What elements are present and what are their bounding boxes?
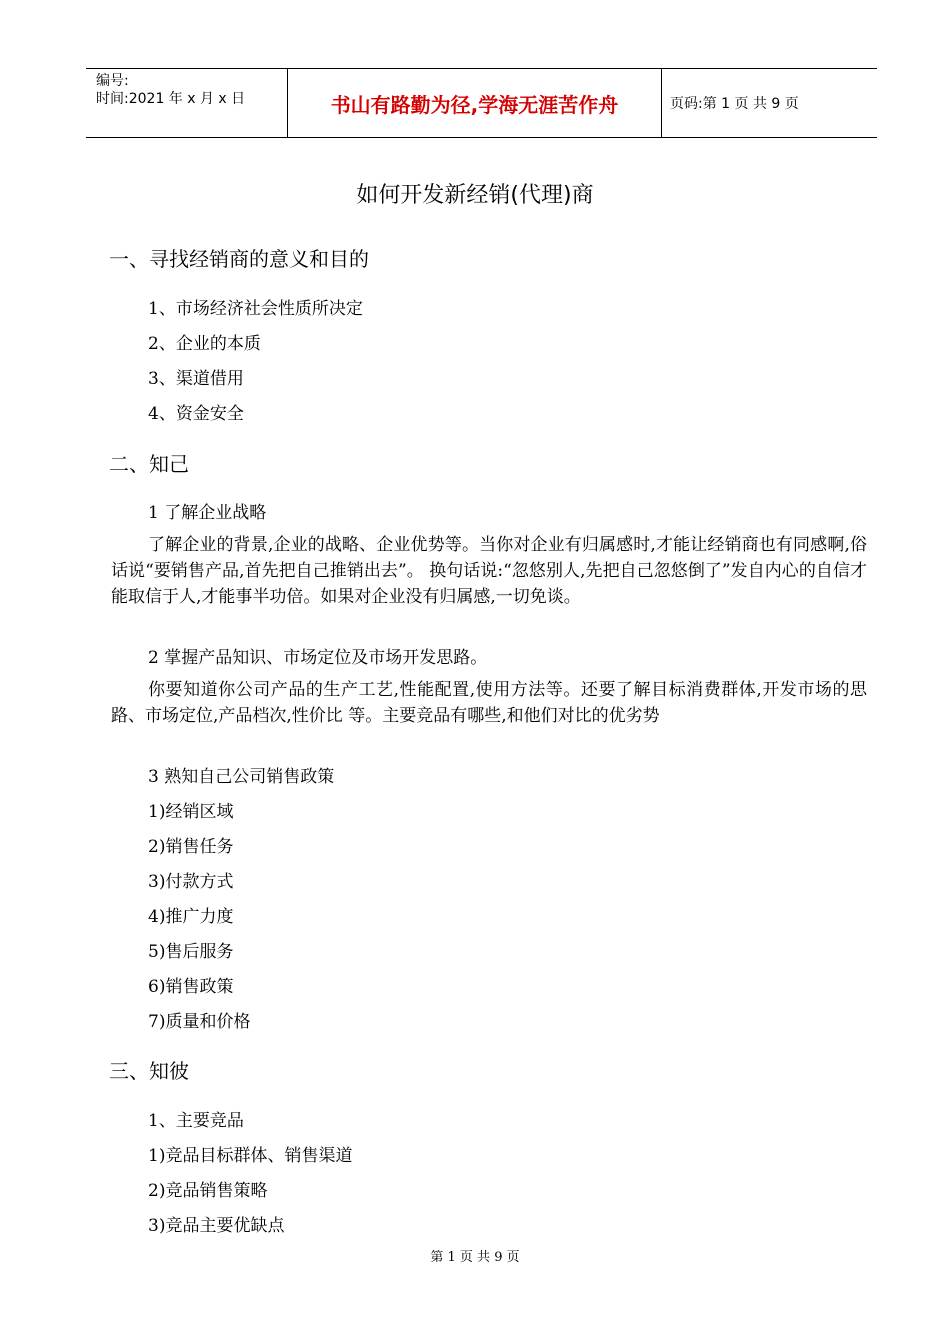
list-item: 3)竞品主要优缺点: [148, 1216, 285, 1236]
section-heading-1: 一、寻找经销商的意义和目的: [109, 247, 369, 271]
document-number-label: 编号:: [96, 73, 129, 89]
list-item: 1)竞品目标群体、销售渠道: [148, 1146, 353, 1166]
list-item: 1、主要竞品: [148, 1111, 244, 1131]
list-item: 1、市场经济社会性质所决定: [148, 299, 363, 319]
list-item: 3、渠道借用: [148, 369, 244, 389]
subheading: 1 了解企业战略: [148, 503, 267, 523]
list-item: 5)售后服务: [148, 942, 234, 962]
paragraph: 你要知道你公司产品的生产工艺,性能配置,使用方法等。还要了解目标消费群体,开发市场的思路、市场定位,产品档次,性价比 等。主要竞品有哪些,和他们对比的优劣势: [111, 680, 867, 726]
header-motto: 书山有路勤为径,学海无涯苦作舟: [288, 69, 662, 137]
document-title: 如何开发新经销(代理)商: [356, 183, 594, 208]
list-item: 6)销售政策: [148, 977, 234, 997]
page-header: [86, 68, 877, 138]
list-item: 4)推广力度: [148, 907, 234, 927]
list-item: 4、资金安全: [148, 404, 244, 424]
paragraph: 了解企业的背景,企业的战略、企业优势等。当你对企业有归属感时,才能让经销商也有同感啊,俗话说“要销售产品,首先把自己推销出去”。 换句话说:“忽悠别人,先把自己忽悠倒了”发自内心的自信才能取信于人,才能事半功倍。如果对企业没有归属感,一切免谈。: [111, 535, 867, 607]
list-item: 3)付款方式: [148, 872, 234, 892]
section-heading-2: 二、知己: [109, 452, 189, 476]
list-item: 7)质量和价格: [148, 1012, 251, 1032]
subheading: 2 掌握产品知识、市场定位及市场开发思路。: [148, 648, 488, 668]
list-item: 2)销售任务: [148, 837, 234, 857]
header-page-info: 页码:第 1 页 共 9 页: [670, 96, 799, 112]
list-item: 1)经销区域: [148, 802, 234, 822]
page-footer: 第 1 页 共 9 页: [430, 1250, 520, 1265]
document-time-label: 时间:2021 年 x 月 x 日: [96, 91, 246, 107]
list-item: 2、企业的本质: [148, 334, 261, 354]
header-meta: [86, 69, 288, 137]
section-heading-3: 三、知彼: [109, 1059, 189, 1083]
list-item: 2)竞品销售策略: [148, 1181, 268, 1201]
subheading: 3 熟知自己公司销售政策: [148, 767, 335, 787]
